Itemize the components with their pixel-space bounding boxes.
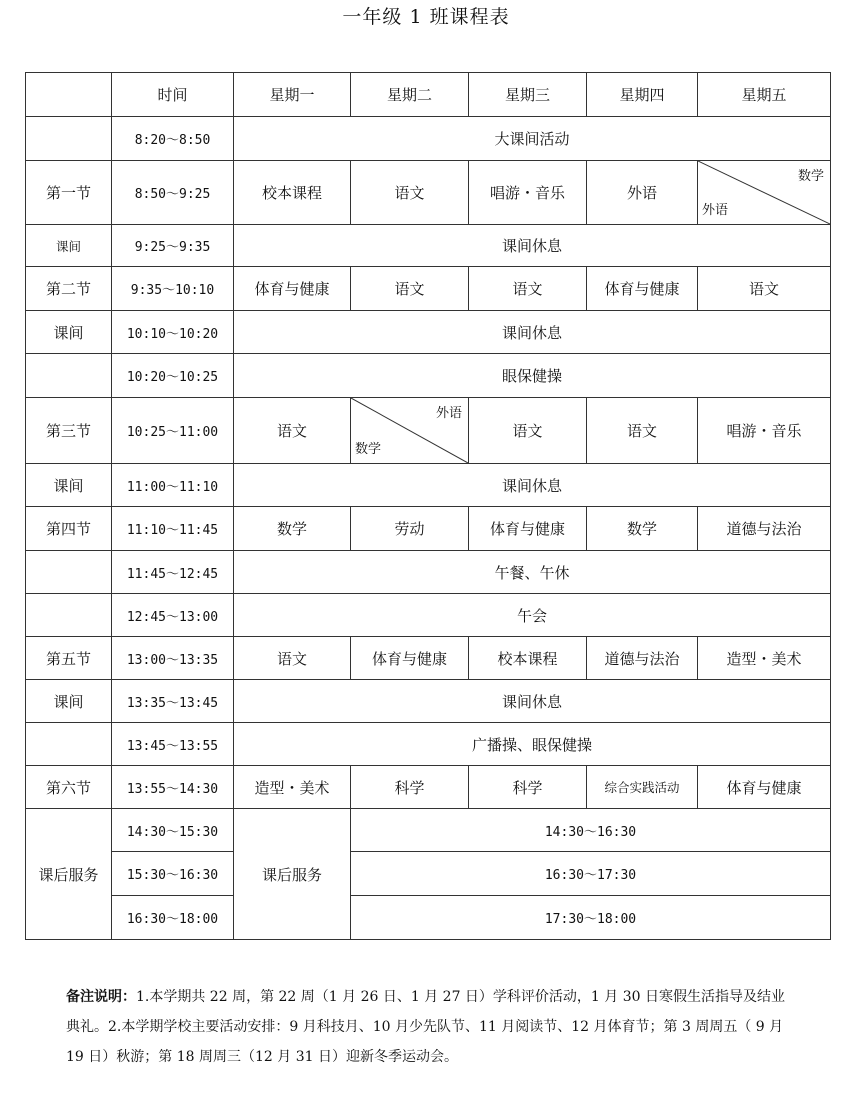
notes-heading: 备注说明： (66, 989, 136, 1005)
time-cell: 13:45～13:55 (112, 723, 234, 766)
period-label (26, 354, 112, 398)
time-cell: 11:45～12:45 (112, 551, 234, 594)
class-cell: 体育与健康 (469, 507, 587, 551)
period-label: 课间 (26, 464, 112, 507)
period-label (26, 723, 112, 766)
merged-activity: 课间休息 (234, 680, 831, 723)
table-row (26, 723, 831, 766)
notes-section (66, 982, 796, 1072)
period-label: 第五节 (26, 637, 112, 680)
time-cell: 16:30～18:00 (112, 896, 234, 940)
time-cell: 10:25～11:00 (112, 398, 234, 464)
time-cell: 13:00～13:35 (112, 637, 234, 680)
table-row (26, 117, 831, 161)
class-cell: 道德与法治 (587, 637, 698, 680)
time-cell: 10:10～10:20 (112, 311, 234, 354)
after-school-label: 课后服务 (26, 809, 112, 940)
class-cell: 语文 (351, 267, 469, 311)
header-friday: 星期五 (698, 73, 831, 117)
period-label: 第六节 (26, 766, 112, 809)
after-school-row (26, 809, 831, 852)
split-bottom-subject: 数学 (355, 442, 382, 457)
after-school-row (26, 852, 831, 896)
class-cell: 语文 (469, 267, 587, 311)
merged-activity: 课间休息 (234, 225, 831, 267)
time-cell: 8:20～8:50 (112, 117, 234, 161)
class-cell: 劳动 (351, 507, 469, 551)
class-cell: 语文 (587, 398, 698, 464)
class-cell: 造型・美术 (234, 766, 351, 809)
merged-activity: 大课间活动 (234, 117, 831, 161)
header-wednesday: 星期三 (469, 73, 587, 117)
class-cell: 语文 (698, 267, 831, 311)
table-row (26, 354, 831, 398)
table-row (26, 507, 831, 551)
schedule-table (25, 72, 831, 940)
period-label: 课间 (26, 311, 112, 354)
split-top-subject: 数学 (797, 169, 824, 184)
class-cell: 科学 (351, 766, 469, 809)
period-label: 课间 (26, 680, 112, 723)
class-cell: 造型・美术 (698, 637, 831, 680)
split-class-cell (351, 398, 469, 464)
table-row (26, 161, 831, 225)
merged-activity: 眼保健操 (234, 354, 831, 398)
merged-activity: 广播操、眼保健操 (234, 723, 831, 766)
class-cell: 语文 (234, 398, 351, 464)
header-monday: 星期一 (234, 73, 351, 117)
table-row (26, 464, 831, 507)
period-label: 第二节 (26, 267, 112, 311)
after-school-row (26, 896, 831, 940)
table-row (26, 311, 831, 354)
header-row (26, 73, 831, 117)
merged-activity: 课间休息 (234, 311, 831, 354)
time-cell: 11:00～11:10 (112, 464, 234, 507)
table-row (26, 637, 831, 680)
time-cell: 11:10～11:45 (112, 507, 234, 551)
period-label (26, 594, 112, 637)
class-cell: 体育与健康 (234, 267, 351, 311)
header-tuesday: 星期二 (351, 73, 469, 117)
table-row (26, 267, 831, 311)
class-cell: 语文 (469, 398, 587, 464)
class-cell: 校本课程 (234, 161, 351, 225)
class-cell: 综合实践活动 (587, 766, 698, 809)
class-cell: 语文 (234, 637, 351, 680)
period-label: 课间 (26, 225, 112, 267)
class-cell: 数学 (234, 507, 351, 551)
merged-activity: 课间休息 (234, 464, 831, 507)
after-school-span: 16:30～17:30 (351, 852, 831, 896)
header-time: 时间 (112, 73, 234, 117)
time-cell: 9:25～9:35 (112, 225, 234, 267)
merged-activity: 午会 (234, 594, 831, 637)
class-cell: 数学 (587, 507, 698, 551)
after-school-span: 17:30～18:00 (351, 896, 831, 940)
class-cell: 外语 (587, 161, 698, 225)
split-class-cell (698, 161, 831, 225)
after-school-monday: 课后服务 (234, 809, 351, 940)
notes-text: 1.本学期共 22 周，第 22 周（1 月 26 日、1 月 27 日）学科评价活动，1 月 30 日寒假生活指导及结业典礼。2.本学期学校主要活动安排：9 月科技月、10 月少先队节、11 月阅读节、12 月体育节；第 3 周周五（ 9 月 19 日）秋游；第 18 周周三（12 月 31 日）迎新冬季运动会。 (66, 989, 786, 1065)
time-cell: 9:35～10:10 (112, 267, 234, 311)
header-thursday: 星期四 (587, 73, 698, 117)
split-top-subject: 外语 (435, 406, 462, 421)
header-corner (26, 73, 112, 117)
time-cell: 8:50～9:25 (112, 161, 234, 225)
table-row (26, 594, 831, 637)
time-cell: 10:20～10:25 (112, 354, 234, 398)
time-cell: 13:35～13:45 (112, 680, 234, 723)
table-row (26, 225, 831, 267)
time-cell: 15:30～16:30 (112, 852, 234, 896)
class-cell: 道德与法治 (698, 507, 831, 551)
period-label (26, 117, 112, 161)
class-cell: 唱游・音乐 (469, 161, 587, 225)
period-label (26, 551, 112, 594)
merged-activity: 午餐、午休 (234, 551, 831, 594)
time-cell: 14:30～15:30 (112, 809, 234, 852)
class-cell: 体育与健康 (698, 766, 831, 809)
period-label: 第三节 (26, 398, 112, 464)
class-cell: 语文 (351, 161, 469, 225)
table-row (26, 551, 831, 594)
split-bottom-subject: 外语 (702, 203, 729, 218)
time-cell: 12:45～13:00 (112, 594, 234, 637)
class-cell: 唱游・音乐 (698, 398, 831, 464)
page-title: 一年级 1 班课程表 (342, 6, 510, 28)
time-cell: 13:55～14:30 (112, 766, 234, 809)
period-label: 第四节 (26, 507, 112, 551)
table-row (26, 680, 831, 723)
class-cell: 体育与健康 (351, 637, 469, 680)
class-cell: 校本课程 (469, 637, 587, 680)
table-row (26, 766, 831, 809)
period-label: 第一节 (26, 161, 112, 225)
after-school-span: 14:30～16:30 (351, 809, 831, 852)
class-cell: 体育与健康 (587, 267, 698, 311)
table-row (26, 398, 831, 464)
class-cell: 科学 (469, 766, 587, 809)
